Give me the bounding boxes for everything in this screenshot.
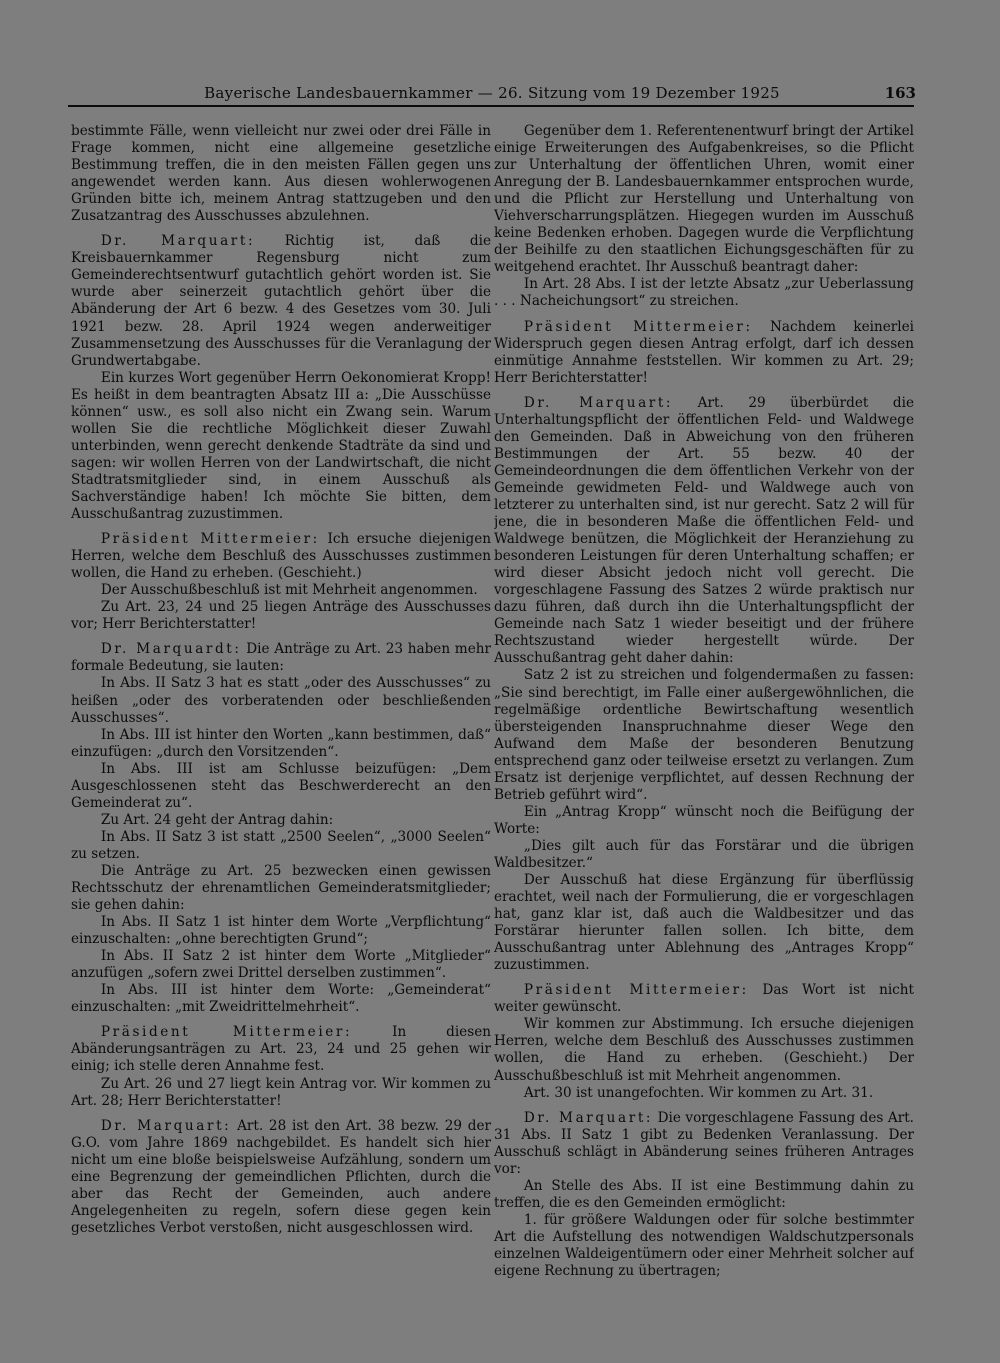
paragraph: bestimmte Fälle, wenn vielleicht nur zwei oder drei Fälle in Frage kommen, nicht eine allgemeine gesetzliche Bestimmung treffen, die in den meisten Fällen gegen uns angewendet werden kann. Aus diesen wohlerwogenen Gründen bitte ich, meinem Antrag stattzugeben und den Zusatzantrag des Ausschusses abzulehnen. (71, 123, 491, 225)
speaker-name: Präsident Mittermeier: (523, 318, 753, 335)
paragraph: Ein kurzes Wort gegenüber Herrn Oekonomierat Kropp! Es heißt in dem beantragten Absatz III a: „Die Ausschüsse können“ usw., es soll also nicht ein Zwang sein. Warum wollen Sie die rechtliche Möglichkeit dieser Zuwahl unterbinden, wenn gerecht denkende Stadträte da sind und sagen: wir wollen Herren von der Landwirtschaft, die nicht Stadtratsmitglieder sind, in einem Ausschuß als Sachverständige haben! Ich möchte Sie bitten, dem Ausschußantrag zuzustimmen. (71, 369, 491, 523)
right-column (494, 123, 914, 1303)
speaker-name: Dr. Marquart: (523, 1109, 654, 1126)
paragraph: Präsident Mittermeier: Ich ersuche diejenigen Herren, welche dem Beschluß des Ausschusses zustimmen wollen, die Hand zu erheben. (Geschieht.) (71, 531, 491, 582)
paragraph: Zu Art. 23, 24 und 25 liegen Anträge des Ausschusses vor; Herr Berichterstatter! (71, 599, 491, 633)
left-column (71, 123, 491, 1303)
paragraph: In Abs. II Satz 2 ist hinter dem Worte „Mitglieder“ anzufügen „sofern zwei Drittel derselben zustimmen“. (71, 948, 491, 982)
paragraph: Wir kommen zur Abstimmung. Ich ersuche diejenigen Herren, welche dem Beschluß des Ausschusses zustimmen wollen, die Hand zu erheben. (Geschieht.) Der Ausschußbeschluß ist mit Mehrheit angenommen. (494, 1016, 914, 1084)
paragraph: In Art. 28 Abs. I ist der letzte Absatz „zur Ueberlassung . . . Nacheichungsort“ zu streichen. (494, 276, 914, 310)
paragraph: Zu Art. 24 geht der Antrag dahin: (100, 811, 334, 828)
header-title: Bayerische Landesbauernkammer — 26. Sitzung vom 19 Dezember 1925 (204, 84, 780, 102)
paragraph: An Stelle des Abs. II ist eine Bestimmung dahin zu treffen, die es den Gemeinden ermöglicht: (494, 1177, 914, 1211)
paragraph: Gegenüber dem 1. Referentenentwurf bringt der Artikel einige Erweiterungen des Aufgabenkreises, so die Pflicht zur Unterhaltung der öffentlichen Uhren, womit einer Anregung der B. Landesbauernkammer entsprochen wurde, und die Pflicht zur Herstellung und Unterhaltung von Viehverscharrungsplätzen. Hiegegen wurden im Ausschuß keine Bedenken erhoben. Dagegen wurde die Verpflichtung der Beihilfe zu den staatlichen Eichungsgeschäften für zu weitgehend erachtet. Ihr Ausschuß beantragt daher: (494, 123, 914, 276)
paragraph: Art. 30 ist unangefochten. Wir kommen zu Art. 31. (523, 1084, 874, 1101)
paragraph: In Abs. II Satz 3 ist statt „2500 Seelen“, „3000 Seelen“ zu setzen. (71, 828, 491, 862)
paragraph: Der Ausschußbeschluß ist mit Mehrheit angenommen. (100, 582, 478, 599)
paragraph: Dr. Marquart: Art. 28 ist den Art. 38 bezw. 29 der G.O. vom Jahre 1869 nachgebildet. Es handelt sich hier nicht um eine bloße beispielsweise Aufzählung, sondern um eine Begrenzung der gemeindlichen Pflichten, durch die aber das Recht der Gemeinden, auch andere Angelegenheiten zu regeln, sofern diese gegen kein gesetzliches Verbot verstoßen, nicht ausgeschlossen wird. (71, 1117, 491, 1236)
paragraph: Präsident Mittermeier: In diesen Abänderungsanträgen zu Art. 23, 24 und 25 gehen wir einig; ich stelle deren Annahme fest. (71, 1024, 491, 1075)
paragraph: Dr. Marquart: Richtig ist, daß die Kreisbauernkammer Regensburg nicht zum Gemeinderechtsentwurf gutachtlich gehört worden ist. Sie wurde aber seinerzeit gutachtlich gehört über die Abänderung der Art 6 bezw. 4 des Gesetzes vom 30. Juli 1921 bezw. 28. April 1924 wegen anderweitiger Zusammensetzung des Ausschusses für die Veranlagung der Grundwertabgabe. (71, 233, 491, 369)
paragraph: Zu Art. 26 und 27 liegt kein Antrag vor. Wir kommen zu Art. 28; Herr Berichterstatter! (71, 1075, 491, 1109)
speaker-name: Dr. Marquart: (100, 233, 256, 250)
speaker-name: Präsident Mittermeier: (523, 982, 749, 999)
header-rule (68, 105, 914, 107)
running-header (68, 84, 916, 106)
speaker-name: Präsident Mittermeier: (100, 531, 320, 548)
paragraph: In Abs. III ist am Schlusse beizufügen: „Dem Ausgeschlossenen steht das Beschwerderecht an den Gemeinderat zu“. (71, 760, 491, 811)
paragraph: In Abs. III ist hinter dem Worte: „Gemeinderat“ einzuschalten: „mit Zweidrittelmehrheit“. (71, 982, 491, 1016)
speaker-name: Dr. Marquardt: (100, 641, 242, 658)
paragraph: Präsident Mittermeier: Nachdem keinerlei Widerspruch gegen diesen Antrag erfolgt, darf ich dessen einmütige Annahme feststellen. Wir kommen zu Art. 29; Herr Berichterstatter! (494, 318, 914, 386)
speaker-name: Dr. Marquart: (523, 394, 674, 411)
paragraph: Präsident Mittermeier: Das Wort ist nicht weiter gewünscht. (494, 982, 914, 1016)
paragraph: Dr. Marquart: Art. 29 überbürdet die Unterhaltungspflicht der öffentlichen Feld- und Waldwege den Gemeinden. Daß in Abweichung von den früheren Bestimmungen der Art. 55 bezw. 40 der Gemeindeordnungen die dem öffentlichen Verkehr von der Gemeinde gewidmeten Feld- und Waldwege auch von letzterer zu unterhalten sind, ist nur gerecht. Satz 2 will für jene, die in besonderen Maße die öffentlichen Feld- und Waldwege benützen, die Möglichkeit der Heranziehung zu besonderen Leistungen für deren Unterhaltung schaffen; er wird dieser Absicht jedoch nicht voll gerecht. Die vorgeschlagene Fassung des Satzes 2 würde praktisch nur dazu führen, daß durch ihn die Unterhaltungspflicht der Gemeinde nach Satz 1 wieder beseitigt und der frühere Rechtszustand wieder hergestellt würde. Der Ausschußantrag geht daher dahin: (494, 394, 914, 667)
paragraph: 1. für größere Waldungen oder für solche bestimmter Art die Aufstellung des notwendigen Waldschutzpersonals einzelnen Waldeigentümern oder einer Mehrheit solcher auf eigene Rechnung zu übertragen; (494, 1211, 914, 1280)
paragraph: „Dies gilt auch für das Forstärar und die übrigen Waldbesitzer.“ (494, 837, 914, 871)
speaker-name: Dr. Marquart: (100, 1117, 232, 1134)
paragraph: Satz 2 ist zu streichen und folgendermaßen zu fassen: „Sie sind berechtigt, im Falle einer außergewöhnlichen, die regelmäßige ordentliche Bewirtschaftung wesentlich übersteigenden Inanspruchnahme dieser Wege den Aufwand dem Maße der besonderen Benutzung entsprechend ganz oder teilweise ersetzt zu verlangen. Zum Ersatz ist derjenige verpflichtet, auf dessen Rechnung der Betrieb geführt wird“. (494, 667, 914, 803)
speaker-name: Präsident Mittermeier: (100, 1024, 353, 1041)
paragraph: In Abs. II Satz 3 hat es statt „oder des Ausschusses“ zu heißen „oder des vorberatenden oder beschließenden Ausschusses“. (71, 675, 491, 726)
page-number: 163 (884, 84, 916, 102)
paragraph: In Abs. III ist hinter den Worten „kann bestimmen, daß“ einzufügen: „durch den Vorsitzenden“. (71, 726, 491, 760)
paragraph: Der Ausschuß hat diese Ergänzung für überflüssig erachtet, weil nach der Formulierung, die er vorgeschlagen hat, ganz klar ist, daß auch die Waldbesitzer und das Forstärar hierunter fallen sollen. Ich bitte, dem Ausschußantrag unter Ablehnung des „Antrages Kropp“ zuzustimmen. (494, 872, 914, 974)
paragraph: Dr. Marquardt: Die Anträge zu Art. 23 haben mehr formale Bedeutung, sie lauten: (71, 641, 491, 675)
paragraph: In Abs. II Satz 1 ist hinter dem Worte „Verpflichtung“ einzuschalten: „ohne berechtigten Grund“; (71, 914, 491, 948)
paragraph: Die Anträge zu Art. 25 bezwecken einen gewissen Rechtsschutz der ehrenamtlichen Gemeinderatsmitglieder; sie gehen dahin: (71, 862, 491, 914)
paragraph: Ein „Antrag Kropp“ wünscht noch die Beifügung der Worte: (494, 803, 914, 837)
paragraph: Dr. Marquart: Die vorgeschlagene Fassung des Art. 31 Abs. II Satz 1 gibt zu Bedenken Veranlassung. Der Ausschuß schlägt in Abänderung seines früheren Antrages vor: (494, 1109, 914, 1177)
